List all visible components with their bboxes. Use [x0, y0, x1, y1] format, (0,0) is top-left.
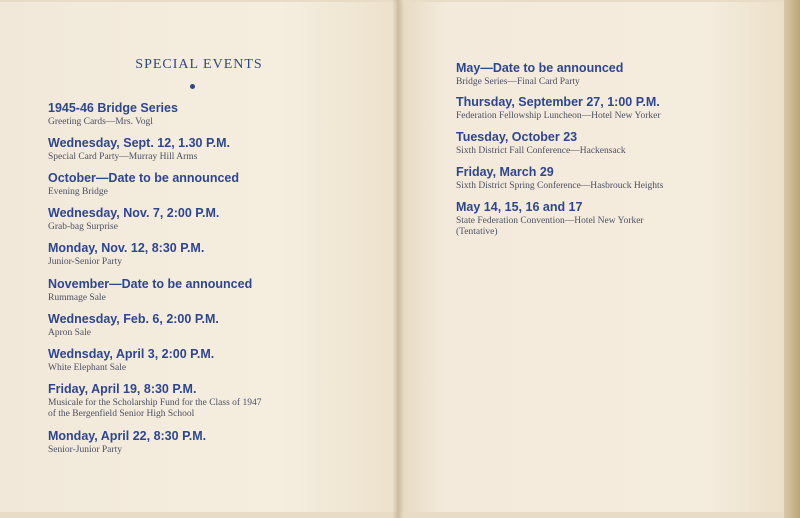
event-heading: Monday, April 22, 8:30 P.M.	[48, 429, 207, 443]
event-heading: Wednsday, April 3, 2:00 P.M.	[48, 347, 215, 361]
event-heading: 1945-46 Bridge Series	[48, 101, 178, 115]
event-heading: Wednesday, Nov. 7, 2:00 P.M.	[48, 206, 220, 220]
event-description: Junior-Senior Party	[48, 257, 122, 267]
event-heading: Thursday, September 27, 1:00 P.M.	[456, 95, 660, 109]
event-item	[456, 130, 626, 157]
event-item	[456, 61, 623, 88]
event-heading: Wednesday, Sept. 12, 1.30 P.M.	[48, 136, 231, 150]
event-description: of the Bergenfield Senior High School	[48, 409, 195, 419]
event-description: Evening Bridge	[48, 187, 108, 197]
event-heading: Monday, Nov. 12, 8:30 P.M.	[48, 241, 205, 255]
event-item	[48, 101, 178, 128]
event-item	[48, 206, 219, 233]
event-description: Grab-bag Surprise	[48, 222, 118, 232]
event-item	[48, 429, 206, 456]
event-heading: Friday, March 29	[456, 165, 554, 179]
event-heading: May 14, 15, 16 and 17	[456, 200, 583, 214]
bullet-dot-icon	[190, 84, 195, 89]
event-description: Sixth District Fall Conference—Hackensack	[456, 146, 626, 156]
event-description: Apron Sale	[48, 328, 92, 338]
event-item	[48, 171, 239, 198]
event-description: (Tentative)	[456, 227, 498, 237]
event-description: Greeting Cards—Mrs. Vogl	[48, 117, 153, 127]
event-item	[456, 165, 663, 192]
event-heading: May—Date to be announced	[456, 61, 624, 75]
event-description: Bridge Series—Final Card Party	[456, 77, 580, 87]
event-heading: November—Date to be announced	[48, 277, 253, 291]
event-description: Federation Fellowship Luncheon—Hotel New Yorker	[456, 111, 661, 121]
event-description: Musicale for the Scholarship Fund for the Class of 1947	[48, 398, 262, 408]
page-title: SPECIAL EVENTS	[135, 57, 263, 72]
event-heading: Friday, April 19, 8:30 P.M.	[48, 382, 197, 396]
event-description: Special Card Party—Murray Hill Arms	[48, 152, 198, 162]
page-edge	[784, 0, 800, 518]
event-description: Sixth District Spring Conference—Hasbrouck Heights	[456, 181, 664, 191]
event-heading: Wednesday, Feb. 6, 2:00 P.M.	[48, 312, 219, 326]
event-item	[456, 200, 644, 238]
event-heading: Tuesday, October 23	[456, 130, 578, 144]
event-description: Rummage Sale	[48, 293, 106, 303]
page-gutter	[392, 0, 404, 518]
event-item	[456, 95, 660, 122]
event-item	[48, 241, 204, 268]
event-heading: October—Date to be announced	[48, 171, 239, 185]
event-item	[48, 136, 230, 163]
event-item	[48, 277, 252, 304]
event-description: State Federation Convention—Hotel New Yorker	[456, 216, 644, 226]
event-item	[48, 382, 261, 420]
event-description: Senior-Junior Party	[48, 445, 122, 455]
event-item	[48, 312, 219, 339]
event-item	[48, 347, 214, 374]
event-description: White Elephant Sale	[48, 363, 127, 373]
